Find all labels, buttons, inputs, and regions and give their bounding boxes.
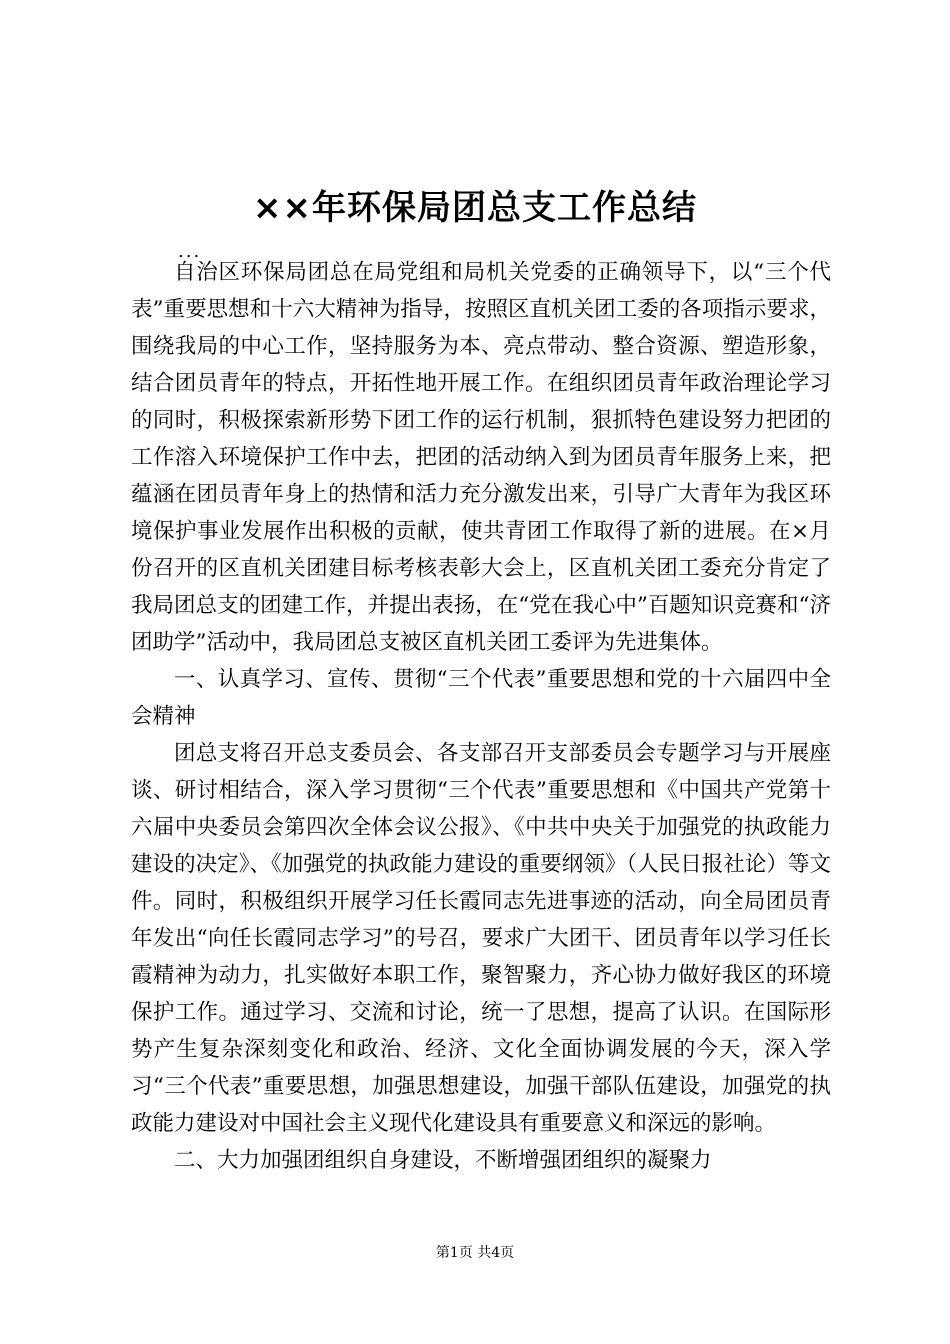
paragraph-section-1: 团总支将召开总支委员会、各支部召开支部委员会专题学习与开展座谈、研讨相结合，深入学习贯彻“三个代表”重要思想和《中国共产党第十六届中央委员会第四次全体会议公报》、《中共中央关于加强党的执政能力建设的决定》、《加强党的执政能力建设的重要纲领》（人民日报社论）等文件。同时，积极组织开展学习任长霞同志先进事迹的活动，向全局团员青年发出“向任长霞同志学习”的号召，要求广大团干、团员青年以学习任长霞精神为动力，扎实做好本职工作，聚智聚力，齐心协力做好我区的环境保护工作。通过学习、交流和讨论，统一了思想，提高了认识。在国际形势产生复杂深刻变化和政治、经济、文化全面协调发展的今天，深入学习“三个代表”重要思想，加强思想建设，加强干部队伍建设，加强党的执政能力建设对中国社会主义现代化建设具有重要意义和深远的影响。 bbox=[131, 741, 831, 1136]
page-footer: 第1页 共4页 bbox=[435, 1245, 515, 1261]
document-title: ××年环保局团总支工作总结 bbox=[253, 188, 697, 228]
section-heading-2: 二、大力加强团组织自身建设，不断增强团组织的凝聚力 bbox=[174, 1148, 712, 1173]
paragraph-intro: 自治区环保局团总在局党组和局机关党委的正确领导下，以“三个代表”重要思想和十六大精神为指导，按照区直机关团工委的各项指示要求，围绕我局的中心工作，坚持服务为本、亮点带动、整合资源、塑造形象，结合团员青年的特点，开拓性地开展工作。在组织团员青年政治理论学习的同时，积极探索新形势下团工作的运行机制，狠抓特色建设努力把团的工作溶入环境保护工作中去，把团的活动纳入到为团员青年服务上来，把蕴涵在团员青年身上的热情和活力充分激发出来，引导广大青年为我区环境保护事业发展作出积极的贡献，使共青团工作取得了新的进展。在×月份召开的区直机关团建目标考核表彰大会上，区直机关团工委充分肯定了我局团总支的团建工作，并提出表扬，在“党在我心中”百题知识竞赛和“济团助学”活动中，我局团总支被区直机关团工委评为先进集体。 bbox=[131, 260, 831, 655]
document-body bbox=[131, 254, 831, 1179]
section-heading-1: 一、认真学习、宣传、贯彻“三个代表”重要思想和党的十六届四中全会精神 bbox=[131, 667, 831, 729]
ellipsis-marker: ... bbox=[178, 241, 202, 262]
